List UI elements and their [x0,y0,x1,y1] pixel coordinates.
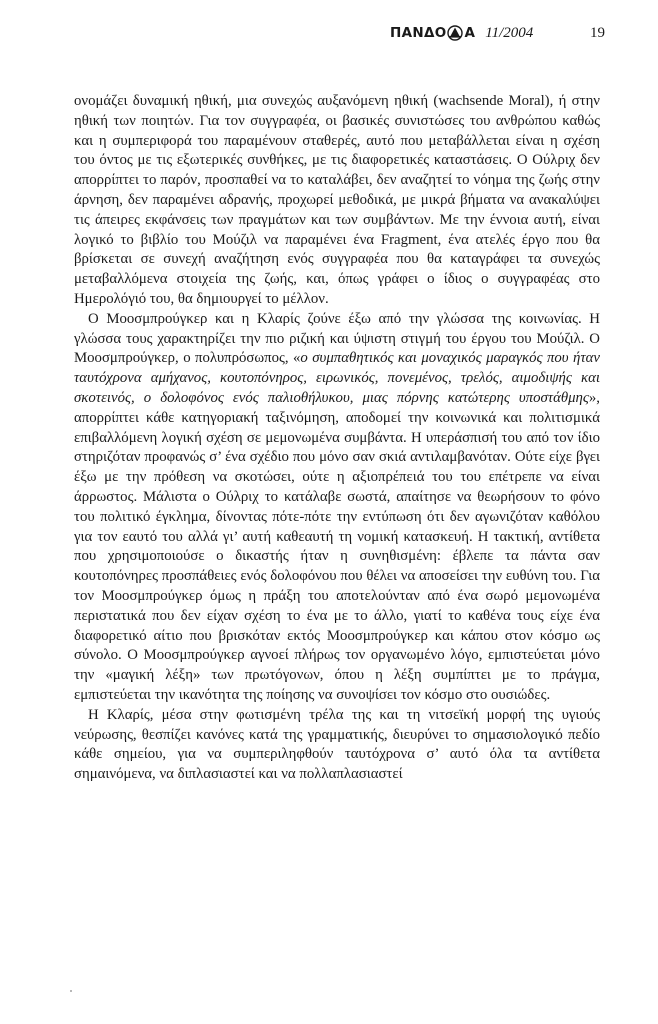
journal-name [390,25,475,41]
paragraph-2-text-b: », απορρίπτει κάθε κατηγοριακή ταξινόμηση, αποδομεί την κοινωνικά και πολιτισμικά επιβαλλόμενη λογική σχέση σε μεμονωμένα συμβάντα. Η υπεράσπισή του από τον ίδιο στηριζόταν προφανώς σ’ ένα σχέδιο που μόνο σαν σκιά αντιλαμβανόταν. Ούτε είχε βγει έξω με την πρόθεση να σκοτώσει, ούτε η αξιοπρέπειά του του επέτρεπε να είναι άρρωστος. Μάλιστα ο Ούλριχ το κατάλαβε σωστά, απαίτησε να θεωρήσουν το φόνο του πολιτικό έγκλημα, δίνοντας πότε-πότε την εντύπωση ότι δεν αγωνιζόταν καθόλου για τον εαυτό του αλλά γι’ αυτή καθεαυτή τη νομική κατασκευή. Η τακτική, αντίθετα που χρησιμοποιούσε ο δικαστής ήταν η συνηθισμένη: έβλεπε τα πάντα σαν κουτοπόνηρες προσπάθειες ενός δολοφόνου που θέλει να αποσείσει την ευθύνη του. Για τον Μοοσμπρούγκερ όμως η πράξη του αποτελούνταν από ένα σωρό μεμονωμένα περιστατικά που δεν είχαν σχέση το ένα με το άλλο, γιατί το καθένα τους είχε ένα διαφορετικό αίτιο που βρισκόταν εκτός Μοοσμπρούγκερ και κάπου στον κόσμο ως σύνολο. Ο Μοοσμπρούγκερ αγνοεί πλήρως τον οργανωμένο λόγο, εμπιστεύεται μόνο την «μαγική λέξη» των πρωτόγονων, όπου η λέξη συμπίπτει με το πράγμα, εμπιστεύεται την ικανότητα της ποίησης να συνοψίσει τον κόσμο στο ουσιώδες. [74,389,600,703]
journal-name-part-2: Α [464,25,476,41]
journal-name-part-1: ΠΑΝΔΟ [390,25,447,41]
article-body [74,92,600,785]
paragraph-1: ονομάζει δυναμική ηθική, μια συνεχώς αυξανόμενη ηθική (wachsende Moral), ή στην ηθική των ποιητών. Για τον συγγραφέα, οι βασικές συνιστώσες του ανθρώπου καθώς και η συμπεριφορά του παραμένουν σταθερές, αυτό που μεταβάλλεται είναι η σχέση του όντος με τις εξωτερικές συνθήκες, με τις διαφορετικές καταστάσεις. Ο Ούλριχ δεν απορρίπτει το παρόν, προσπαθεί να το καταλάβει, δεν αναζητεί το νόημα της ζωής στην άρνηση, δεν παραμένει αδρανής, προχωρεί μεθοδικά, με μικρά βήματα να ανακαλύψει τις άπειρες εκφάνσεις των πραγμάτων και των συμβάντων. Με την έννοια αυτή, είναι λογικό το βιβλίο του Μούζιλ να παραμένει ένα Fragment, ένα ατελές έργο που θα βρίσκεται σε συνεχή αναζήτηση ενός συγγραφέα που θα καταγράφει τα συνεχώς μεταβαλλόμενα στοιχεία της ζωής, και, όπως γράφει ο ίδιος ο συγγραφέας στο Ημερολόγιό του, θα δημιουργεί το μέλλον. [74,93,600,307]
scan-speck [70,990,72,992]
paragraph-2-quote: ο συμπαθητικός και μοναχικός μαραγκός που ήταν ταυτόχρονα αμήχανος, κουτοπόνηρος, ειρωνικός, πονεμένος, τρελός, αιμοδιψής και σκοτεινός, ο δολοφόνος ενός παλιοθήλυκου, μιας πόρνης κατώτερης υποστάθμης [74,350,600,406]
paragraph-3: Η Κλαρίς, μέσα στην φωτισμένη τρέλα της και τη νιτσεϊκή μορφή της υγιούς νεύρωσης, θεσπίζει κανόνες κατά της γραμματικής, διευρύνει το σημασιολογικό πεδίο κάθε σημείου, για να συμπεριληφθούν ταυτόχρονα σ’ αυτό όλα τα αντίθετα σημαινόμενα, να διπλασιαστεί και να πολλαπλασιαστεί [74,706,600,783]
issue-number: 11/2004 [485,24,534,41]
page-number: 19 [590,24,605,41]
paragraph-2 [74,310,600,706]
pandora-logo-icon [447,25,463,41]
running-header [390,22,605,44]
paragraph-2-text-a: Ο Μοοσμπρούγκερ και η Κλαρίς ζούνε έξω από την γλώσσα της κοινωνίας. Η γλώσσα τους χαρακτηρίζει την πιο ριζική και ύψιστη στιγμή του έργου του Μούζιλ. Ο Μοοσμπρούγκερ, ο πολυπρόσωπος, « [74,310,600,367]
